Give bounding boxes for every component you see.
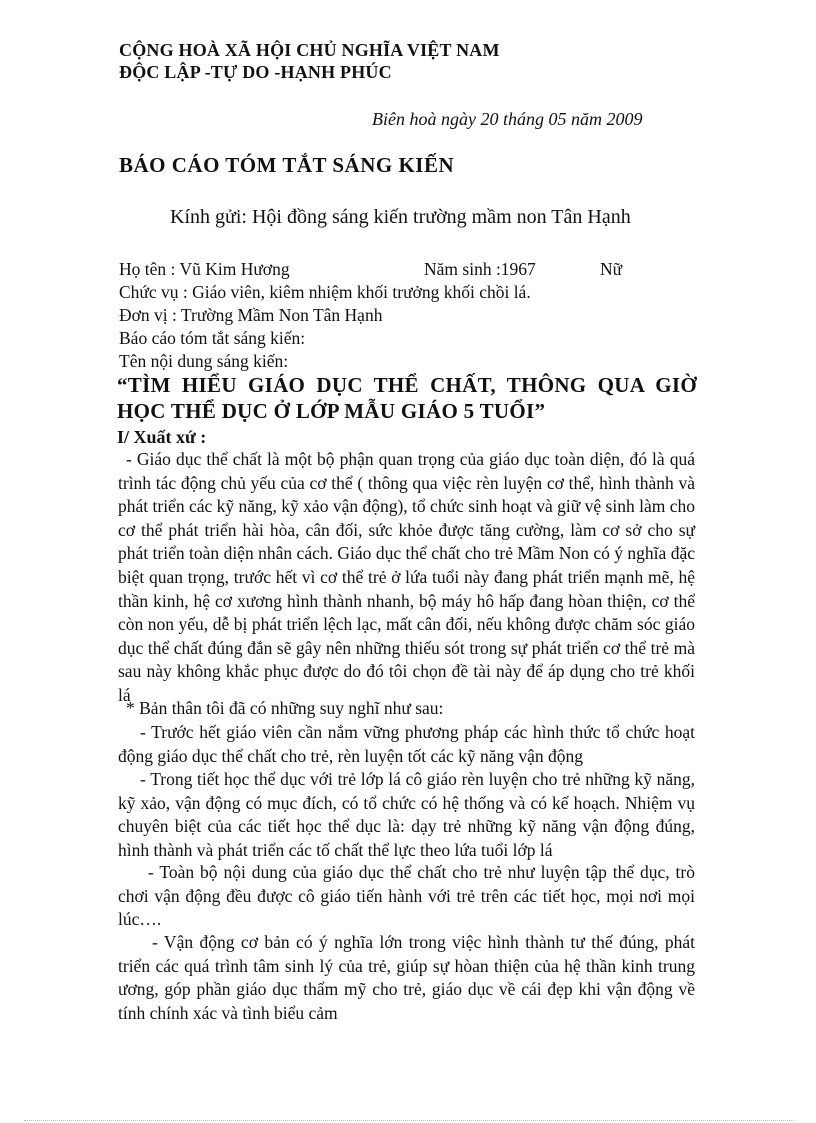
topic-line-2: HỌC THỂ DỤC Ở LỚP MẪU GIÁO 5 TUỔI”	[117, 399, 546, 423]
report-title: BÁO CÁO TÓM TẮT SÁNG KIẾN	[119, 153, 455, 177]
date-line: Biên hoà ngày 20 tháng 05 năm 2009	[372, 109, 643, 129]
position-field: Chức vụ : Giáo viên, kiêm nhiệm khối trưởng khối chồi lá.	[119, 282, 531, 302]
paragraph-point-1: - Trước hết giáo viên cần nắm vững phương pháp các hình thức tổ chức hoạt động giáo dục thể chất cho trẻ, rèn luyện tốt các kỹ năng vận động	[118, 722, 695, 766]
paragraph-point-4: - Vận động cơ bản có ý nghĩa lớn trong việc hình thành tư thế đúng, phát triển các quá trình tâm sinh lý của trẻ, giúp sự hòan thiện của hệ thần kinh trung ương, góp phần giáo dục thẩm mỹ cho trẻ, giáo dục về cái đẹp khi vận động về tính chính xác và tình biểu cảm	[118, 932, 695, 1023]
national-motto: ĐỘC LẬP -TỰ DO -HẠNH PHÚC	[119, 62, 392, 82]
gender-field: Nữ	[600, 259, 623, 279]
paragraph-point-2: - Trong tiết học thể dục với trẻ lớp lá cô giáo rèn luyện cho trẻ những kỹ năng, kỹ xảo, vận động có mục đích, có tổ chức có hệ thống và có kế hoạch. Nhiệm vụ chuyên biệt của các tiết học thể dục là: dạy trẻ những kỹ năng vận động đúng, hình thành và phát triển các tố chất thể lực theo lứa tuổi lớp lá	[118, 769, 695, 860]
paragraph-reflection-intro: * Bản thân tôi đã có những suy nghĩ như sau:	[126, 698, 444, 718]
birth-year-field: Năm sinh :1967	[424, 259, 536, 279]
unit-field: Đơn vị : Trường Mầm Non Tân Hạnh	[119, 305, 383, 325]
content-label: Tên nội dung sáng kiến:	[119, 351, 289, 371]
page-bottom-rule	[24, 1120, 794, 1121]
topic-line-1: “TÌM HIỂU GIÁO DỤC THỂ CHẤT, THÔNG QUA GIỜ	[117, 373, 697, 397]
paragraph-point-3: - Toàn bộ nội dung của giáo dục thể chất cho trẻ như luyện tập thể dục, trò chơi vận động đều được cô giáo tiến hành với trẻ trên các tiết học, mọi nơi mọi lúc….	[118, 862, 695, 930]
section-heading: I/ Xuất xứ :	[117, 427, 207, 447]
summary-label: Báo cáo tóm tắt sáng kiến:	[119, 328, 306, 348]
name-field: Họ tên : Vũ Kim Hương	[119, 259, 290, 279]
greeting-line: Kính gửi: Hội đồng sáng kiến trường mầm non Tân Hạnh	[170, 206, 631, 228]
national-header: CỘNG HOÀ XÃ HỘI CHỦ NGHĨA VIỆT NAM	[119, 40, 500, 60]
paragraph-intro: - Giáo dục thể chất là một bộ phận quan trọng của giáo dục toàn diện, đó là quá trình tác động chủ yếu của cơ thể ( thông qua việc rèn luyện cơ thể, hình thành và phát triển các kỹ năng, kỹ xảo vận động), tổ chức sinh hoạt và giữ vệ sinh làm cho cơ thể phát triển hài hòa, cân đối, sức khỏe được tăng cường, làm cơ sở cho sự phát triển toàn diện nhân cách. Giáo dục thể chất cho trẻ Mầm Non có ý nghĩa đặc biệt quan trọng, trước hết vì cơ thể trẻ ở lứa tuổi này đang phát triển mạnh mẽ, hệ thần kinh, hệ cơ xương hình thành nhanh, bộ máy hô hấp đang hòan thiện, cơ thể còn non yếu, dễ bị phát triển lệch lạc, mất cân đối, nếu không được chăm sóc giáo dục thể chất đúng đắn sẽ gây nên những thiếu sót trong sự phát triển cơ thể trẻ mà sau này không khắc phục được do đó tôi chọn đề tài này để áp dụng cho trẻ khối lá	[118, 449, 695, 705]
